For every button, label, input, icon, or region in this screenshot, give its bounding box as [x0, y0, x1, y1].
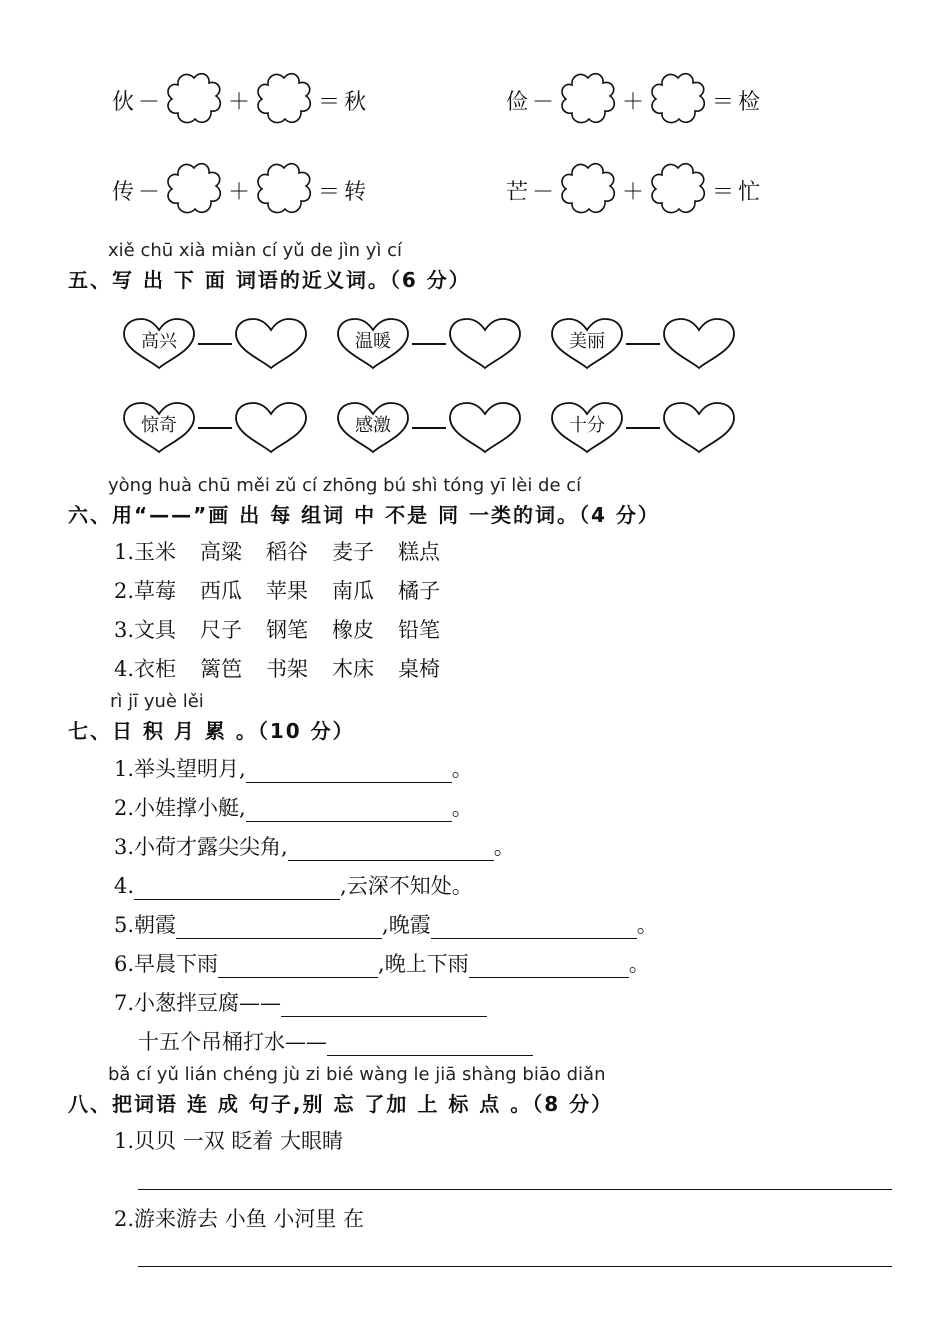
plus-sign: ＋: [622, 89, 645, 115]
heart-word: 温暖: [355, 331, 391, 352]
group-word[interactable]: 尺子: [200, 618, 243, 642]
connector-line: [626, 427, 660, 429]
connector-line: [626, 343, 660, 345]
answer-heart[interactable]: [446, 400, 524, 456]
group-word[interactable]: 篱笆: [200, 657, 243, 681]
answer-blank[interactable]: [469, 955, 629, 978]
word-heart: [334, 316, 412, 372]
equation-result: 忙: [738, 179, 761, 205]
answer-heart[interactable]: [232, 400, 310, 456]
poem-item-6: [114, 948, 650, 978]
flower-blank-icon[interactable]: [558, 70, 618, 130]
item-text: ,晚上下雨: [378, 952, 469, 976]
answer-line[interactable]: [138, 1266, 892, 1267]
section6-heading: 六、用“——”画 出 每 组词 中 不是 同 一类的词。（4 分）: [68, 503, 660, 527]
answer-line[interactable]: [138, 1189, 892, 1190]
flower-blank-icon[interactable]: [648, 160, 708, 220]
item-text: 3.小荷才露尖尖角,: [114, 835, 288, 859]
group-word[interactable]: 糕点: [398, 540, 441, 564]
flower-blank-icon[interactable]: [164, 70, 224, 130]
group-word[interactable]: 铅笔: [398, 618, 441, 642]
item-number: 4.: [114, 874, 135, 898]
group-word[interactable]: 桌椅: [398, 657, 441, 681]
poem-item-3: [114, 831, 515, 861]
heart-icon: [232, 316, 310, 372]
group-word[interactable]: 书架: [266, 657, 309, 681]
item-text: 5.朝霞: [114, 913, 177, 937]
flower-blank-icon[interactable]: [254, 160, 314, 220]
group-word[interactable]: 钢笔: [266, 618, 309, 642]
group-word[interactable]: 南瓜: [332, 579, 375, 603]
answer-blank[interactable]: [246, 760, 452, 783]
connector-line: [198, 427, 232, 429]
answer-blank[interactable]: [246, 799, 452, 822]
heart-word: 惊奇: [141, 415, 177, 436]
word-group-row: [114, 536, 464, 566]
item-text: 1.举头望明月,: [114, 757, 246, 781]
heart-icon: [660, 316, 738, 372]
answer-blank[interactable]: [327, 1033, 533, 1056]
item-end: 。: [493, 835, 515, 859]
item-text: 十五个吊桶打水——: [138, 1030, 327, 1054]
word-group-row: [114, 653, 464, 683]
flower-blank-icon[interactable]: [254, 70, 314, 130]
word-heart: [120, 400, 198, 456]
poem-item-4: [114, 870, 473, 900]
equation-start: 俭: [506, 89, 529, 115]
heart-icon: [660, 400, 738, 456]
sentence-item-1: 1.贝贝 一双 眨着 大眼睛: [114, 1129, 344, 1153]
item-text: ,晚霞: [382, 913, 431, 937]
equation-start: 传: [112, 179, 135, 205]
item-text: 2.小娃撑小艇,: [114, 796, 246, 820]
section7-pinyin: rì jī yuè lěi: [110, 691, 204, 712]
group-word[interactable]: 木床: [332, 657, 375, 681]
synonym-pair: [334, 314, 524, 374]
group-word[interactable]: 3.文具: [114, 618, 177, 642]
equation-result: 转: [344, 179, 367, 205]
equals-sign: ＝: [318, 89, 341, 115]
equation-2: [506, 70, 760, 130]
word-heart: [334, 400, 412, 456]
flower-blank-icon[interactable]: [558, 160, 618, 220]
equation-result: 检: [738, 89, 761, 115]
equation-result: 秋: [344, 89, 367, 115]
word-heart: [120, 316, 198, 372]
heart-icon: [446, 316, 524, 372]
group-word[interactable]: 高粱: [200, 540, 243, 564]
item-end: 。: [451, 796, 473, 820]
item-text: 6.早晨下雨: [114, 952, 219, 976]
sentence-item-2: 2.游来游去 小鱼 小河里 在: [114, 1207, 365, 1231]
equation-3: [112, 160, 366, 220]
poem-item-7b: [138, 1026, 533, 1056]
item-end: 。: [628, 952, 650, 976]
synonym-pair: [548, 398, 738, 458]
group-word[interactable]: 橘子: [398, 579, 441, 603]
connector-line: [412, 427, 446, 429]
word-heart: [548, 400, 626, 456]
plus-sign: ＋: [622, 179, 645, 205]
connector-line: [198, 343, 232, 345]
answer-blank[interactable]: [176, 916, 382, 939]
answer-heart[interactable]: [446, 316, 524, 372]
answer-heart[interactable]: [660, 316, 738, 372]
group-word[interactable]: 西瓜: [200, 579, 243, 603]
equation-start: 伙: [112, 89, 135, 115]
minus-sign: －: [532, 179, 555, 205]
answer-heart[interactable]: [232, 316, 310, 372]
connector-line: [412, 343, 446, 345]
equals-sign: ＝: [712, 179, 735, 205]
group-word[interactable]: 麦子: [332, 540, 375, 564]
answer-blank[interactable]: [288, 838, 494, 861]
answer-blank[interactable]: [218, 955, 378, 978]
equation-1: [112, 70, 366, 130]
flower-blank-icon[interactable]: [164, 160, 224, 220]
section5-pinyin: xiě chū xià miàn cí yǔ de jìn yì cí: [108, 240, 403, 261]
section8-pinyin: bǎ cí yǔ lián chéng jù zi bié wàng le jiā shàng biāo diǎn: [108, 1064, 606, 1085]
heart-word: 十分: [569, 415, 605, 436]
heart-icon: [446, 400, 524, 456]
equation-4: [506, 160, 760, 220]
answer-heart[interactable]: [660, 400, 738, 456]
item-text: ,云深不知处。: [340, 874, 473, 898]
poem-item-5: [114, 909, 658, 939]
group-word[interactable]: 2.草莓: [114, 579, 177, 603]
answer-blank[interactable]: [281, 994, 487, 1017]
equals-sign: ＝: [318, 179, 341, 205]
synonym-pair: [120, 314, 310, 374]
plus-sign: ＋: [228, 89, 251, 115]
item-end: 。: [636, 913, 658, 937]
heart-icon: [232, 400, 310, 456]
group-word[interactable]: 1.玉米: [114, 540, 177, 564]
heart-word: 感激: [355, 415, 391, 436]
word-group-row: [114, 575, 464, 605]
synonym-pair: [548, 314, 738, 374]
word-group-row: [114, 614, 464, 644]
group-word[interactable]: 稻谷: [266, 540, 309, 564]
synonym-pair: [120, 398, 310, 458]
section5-heading: 五、写 出 下 面 词语的近义词。（6 分）: [68, 268, 471, 292]
flower-blank-icon[interactable]: [648, 70, 708, 130]
heart-word: 美丽: [569, 331, 605, 352]
poem-item-2: [114, 792, 473, 822]
equation-start: 芒: [506, 179, 529, 205]
answer-blank[interactable]: [134, 877, 340, 900]
poem-item-7a: [114, 987, 487, 1017]
equals-sign: ＝: [712, 89, 735, 115]
poem-item-1: [114, 753, 473, 783]
minus-sign: －: [532, 89, 555, 115]
plus-sign: ＋: [228, 179, 251, 205]
synonym-pair: [334, 398, 524, 458]
word-heart: [548, 316, 626, 372]
answer-blank[interactable]: [431, 916, 637, 939]
section8-heading: 八、把词语 连 成 句子,别 忘 了加 上 标 点 。（8 分）: [68, 1092, 614, 1116]
heart-word: 高兴: [141, 331, 177, 352]
group-word[interactable]: 苹果: [266, 579, 309, 603]
section6-pinyin: yòng huà chū měi zǔ cí zhōng bú shì tóng yī lèi de cí: [108, 475, 582, 496]
minus-sign: －: [138, 89, 161, 115]
group-word[interactable]: 橡皮: [332, 618, 375, 642]
item-text: 7.小葱拌豆腐——: [114, 991, 282, 1015]
minus-sign: －: [138, 179, 161, 205]
item-end: 。: [451, 757, 473, 781]
section7-heading: 七、日 积 月 累 。（10 分）: [68, 719, 355, 743]
group-word[interactable]: 4.衣柜: [114, 657, 177, 681]
